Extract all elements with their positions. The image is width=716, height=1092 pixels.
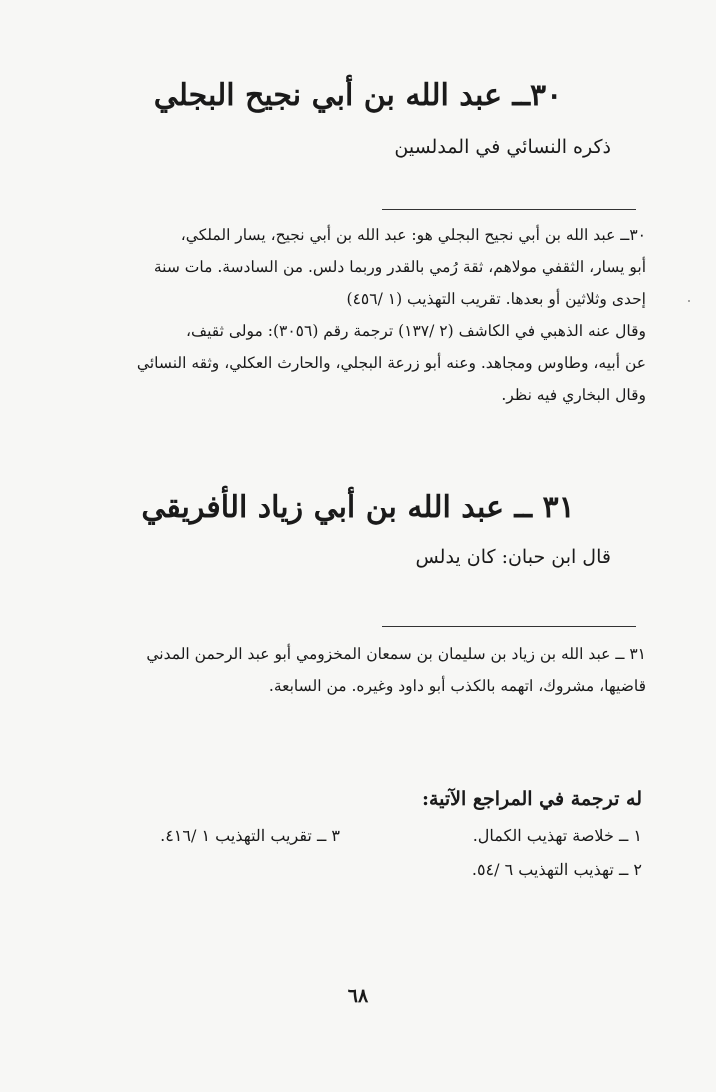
entry-31-heading: ٣١ ــ عبد الله بن أبي زياد الأفريقي [141,490,575,525]
footnote-rule [382,626,636,627]
entry-30-subtitle: ذكره النسائي في المدلسين [394,136,611,158]
references-title: له ترجمة في المراجع الآتية: [421,788,642,810]
reference-item: ٢ ــ تهذيب التهذيب ٦ /٥٤. [471,860,642,879]
footnote-line: عن أبيه، وطاوس ومجاهد. وعنه أبو زرعة البجلي، والحارث العكلي، وثقه النسائي [136,354,646,372]
footnote-line: ٣١ ــ عبد الله بن زياد بن سليمان بن سمعان المخزومي أبو عبد الرحمن المدني [146,645,646,663]
entry-30-heading: ٣٠ــ عبد الله بن أبي نجيح البجلي [153,78,563,113]
footnote-rule [382,209,636,210]
footnote-line: إحدى وثلاثين أو بعدها. تقريب التهذيب (١ /٤٥٦) [346,290,646,308]
footnote-line: قاضيها، مشروك، اتهمه بالكذب أبو داود وغيره. من السابعة. [268,677,646,695]
footnote-line: وقال البخاري فيه نظر. [501,386,646,404]
page-number: ٦٨ [347,985,369,1007]
entry-31-footnote [70,638,646,702]
footnote-line: وقال عنه الذهبي في الكاشف (٢ /١٣٧) ترجمة رقم (٣٠٥٦): مولى ثقيف، [186,322,646,340]
reference-item: ١ ــ خلاصة تهذيب الكمال. [472,826,642,845]
footnote-line: ٣٠ــ عبد الله بن أبي نجيح البجلي هو: عبد الله بن أبي نجيح، يسار الملكي، [180,226,646,244]
scan-speck [688,300,690,302]
entry-30-footnote [70,219,646,411]
reference-item: ٣ ــ تقريب التهذيب ١ /٤١٦. [160,826,340,845]
footnote-line: أبو يسار، الثقفي مولاهم، ثقة رُمي بالقدر وربما دلس. من السادسة. مات سنة [153,258,646,276]
entry-31-subtitle: قال ابن حبان: كان يدلس [415,546,611,568]
